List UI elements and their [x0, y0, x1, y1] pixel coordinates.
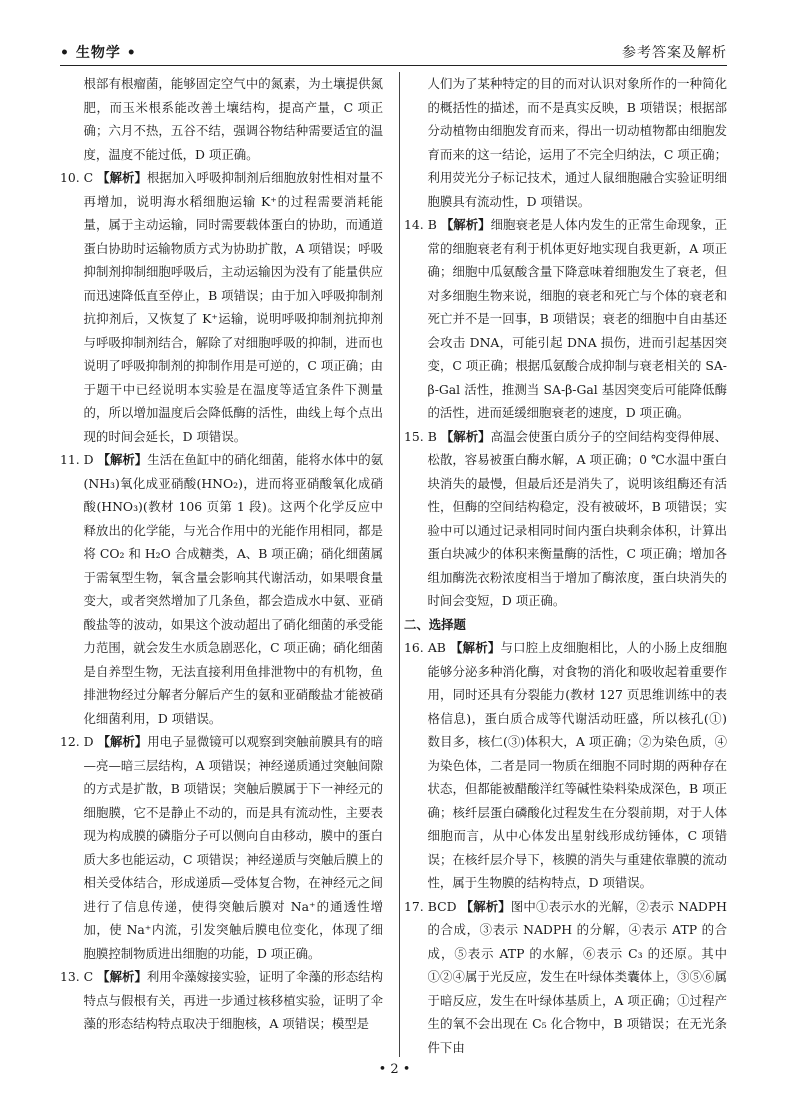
- analysis-tag: 【解析】: [450, 640, 501, 655]
- right-column: [404, 72, 727, 1057]
- subject-label: • 生物学 •: [60, 45, 137, 61]
- answer-item: [60, 448, 383, 730]
- answer-item: [404, 213, 727, 425]
- page-header: [60, 40, 727, 66]
- answer-continuation: 人们为了某种特定的目的而对认识对象所作的一种简化的概括性的描述，而不是真实反映，B 项错误；根据部分动植物由细胞发育而来，得出一切动植物都由细胞发育而来的这一结论，运用了不完全归纳法，C 项正确；利用荧光分子标记技术，通过人鼠细胞融合实验证明细胞膜具有流动性，D 项错误。: [427, 76, 727, 209]
- analysis-text: 细胞衰老是人体内发生的正常生命现象，正常的细胞衰老有利于机体更好地实现自我更新，A 项正确；细胞中瓜氨酸含量下降意味着细胞发生了衰老，但对多细胞生物来说，细胞的衰老和死亡与个体的衰老和死亡并不是一回事，B 项错误；衰老的细胞中自由基还会攻击 DNA，可能引起 DNA 损伤，进而引起基因突变，C 项正确；根据瓜氨酸合成抑制与衰老相关的 SA-β-Gal 活性，推测当 SA-β-Gal 基因突变后可能降低酶的活性，进而延缓细胞衰老的速度，D 项正确。: [427, 217, 727, 420]
- answer-item: [404, 895, 727, 1058]
- answer-continuation: 根部有根瘤菌，能够固定空气中的氮素，为土壤提供氮肥，而玉米根系能改善土壤结构，提高产量，C 项正确；六月不热，五谷不结，强调谷物结种需要适宜的温度，温度不能过低，D 项正确。: [83, 76, 383, 162]
- answer-number: 16. AB: [404, 640, 451, 655]
- answer-item: [60, 730, 383, 965]
- answer-number: 10. C: [60, 170, 98, 185]
- analysis-text: 与口腔上皮细胞相比，人的小肠上皮细胞能够分泌多种消化酶，对食物的消化和吸收起着重要作用，同时还具有分裂能力(教材 127 页思维训练中的表格信息)，蛋白质合成等代谢活动旺盛，所以核孔(①)数目多，核仁(③)体积大，A 项正确；②为染色质，④为染色体，二者是同一物质在细胞不同时期的两种存在状态，但都能被醋酸洋红等碱性染料染成深色，B 项正确；核纤层蛋白磷酸化过程发生在分裂前期，对于人体细胞而言，从中心体发出星射线形成纺锤体，C 项错误；在核纤层介导下，核膜的消失与重建依靠膜的流动性，属于生物膜的结构特点，D 项错误。: [427, 640, 727, 890]
- left-column: [60, 72, 383, 1057]
- answer-item: [60, 166, 383, 448]
- answer-item: [60, 965, 383, 1036]
- analysis-text: 利用伞藻嫁接实验，证明了伞藻的形态结构特点与假根有关，再进一步通过核移植实验，证明了伞藻的形态结构特点取决于细胞核，A 项错误；模型是: [83, 969, 383, 1031]
- analysis-tag: 【解析】: [97, 734, 148, 749]
- analysis-tag: 【解析】: [97, 452, 148, 467]
- analysis-text: 高温会使蛋白质分子的空间结构变得伸展、松散，容易被蛋白酶水解，A 项正确；0 ℃水温中蛋白块消失的最慢，但最后还是消失了，说明该组酶还有活性，但酶的空间结构稳定，没有被破坏，B 项错误；实验中可以通过记录相同时间内蛋白块剩余体积，计算出蛋白块减少的体积来衡量酶的活性，C 项正确；增加各组加酶洗衣粉浓度相当于增加了酶浓度，蛋白块消失的时间会变短，D 项正确。: [427, 428, 727, 608]
- analysis-tag: 【解析】: [97, 170, 147, 185]
- answer-number: 13. C: [60, 969, 98, 984]
- answer-number: 14. B: [404, 217, 441, 232]
- analysis-tag: 【解析】: [440, 428, 491, 444]
- answer-number: 15. B: [404, 428, 441, 444]
- answer-number: 17. BCD: [404, 898, 461, 914]
- analysis-tag: 【解析】: [440, 217, 491, 232]
- analysis-text: 用电子显微镜可以观察到突触前膜具有的暗—亮—暗三层结构，A 项错误；神经递质通过突触间隙的方式是扩散，B 项错误；突触后膜属于下一神经元的细胞膜，它不是静止不动的，而是具有流动性，主要表现为构成膜的磷脂分子可以侧向自由移动，膜中的蛋白质大多也能运动，C 项错误；神经递质与突触后膜上的相关受体结合，形成递质—受体复合物，在神经元之间进行了信息传递，使得突触后膜对 Na⁺的通透性增加，使 Na⁺内流，引发突触后膜电位变化，体现了细胞膜控制物质进出细胞的功能，D 项正确。: [83, 734, 383, 961]
- answer-item: [404, 425, 727, 613]
- analysis-tag: 【解析】: [97, 969, 147, 984]
- answer-number: 11. D: [60, 452, 98, 467]
- section-heading: 二、选择题: [404, 616, 466, 632]
- analysis-text: 生活在鱼缸中的硝化细菌，能将水体中的氨(NH₃)氧化成亚硝酸(HNO₂)，进而将亚硝酸氧化成硝酸(HNO₃)(教材 106 页第 1 段)。这两个化学反应中释放出的化学能，与光合作用中的光能作用相同，都是将 CO₂ 和 H₂O 合成糖类，A、B 项正确；硝化细菌属于需氧型生物，氧含量会影响其代谢活动，如果喂食量变大，或者突然增加了几条鱼，都会造成水中氨、亚硝酸盐等的波动，如果这个波动超出了硝化细菌的承受能力范围，就会发生水质急剧恶化，C 项正确；硝化细菌是自养型生物，无法直接利用鱼排泄物中的有机物，鱼排泄物经过分解者分解后产生的氨和亚硝酸盐才能被硝化细菌利用，D 项错误。: [83, 452, 383, 726]
- analysis-text: 图中①表示水的光解，②表示 NADPH 的合成，③表示 NADPH 的分解，④表示 ATP 的合成，⑤表示 ATP 的水解，⑥表示 C₃ 的还原。其中①②④属于光反应，发生在叶绿体类囊体上，③⑤⑥属于暗反应，发生在叶绿体基质上，A 项正确；①过程产生的氧不会出现在 C₅ 化合物中，B 项错误；在无光条件下由: [427, 898, 727, 1055]
- answer-number: 12. D: [60, 734, 98, 749]
- header-title: 参考答案及解析: [622, 45, 727, 61]
- answer-item: [404, 636, 727, 895]
- page-number: • 2 •: [378, 1062, 411, 1077]
- analysis-text: 根据加入呼吸抑制剂后细胞放射性相对量不再增加，说明海水稻细胞运输 K⁺的过程需要消耗能量，属于主动运输，同时需要载体蛋白的协助，而通道蛋白协助时运输物质方式为协助扩散，A 项错误；呼吸抑制剂抑制细胞呼吸后，主动运输因为没有了能量供应而迅速降低直至停止，B 项错误；由于加入呼吸抑制剂抗抑剂后，又恢复了 K⁺运输，说明呼吸抑制剂抗抑剂与呼吸抑制剂结合，解除了对细胞呼吸的抑制，进而也说明了呼吸抑制剂的抑制作用是可逆的，C 项正确；由于题干中已经说明本实验是在温度等适宜条件下测量的，所以增加温度后会降低酶的活性，曲线上每个点出现的时间会延长，D 项错误。: [83, 170, 383, 444]
- content-columns: [60, 72, 727, 1057]
- analysis-tag: 【解析】: [460, 898, 511, 914]
